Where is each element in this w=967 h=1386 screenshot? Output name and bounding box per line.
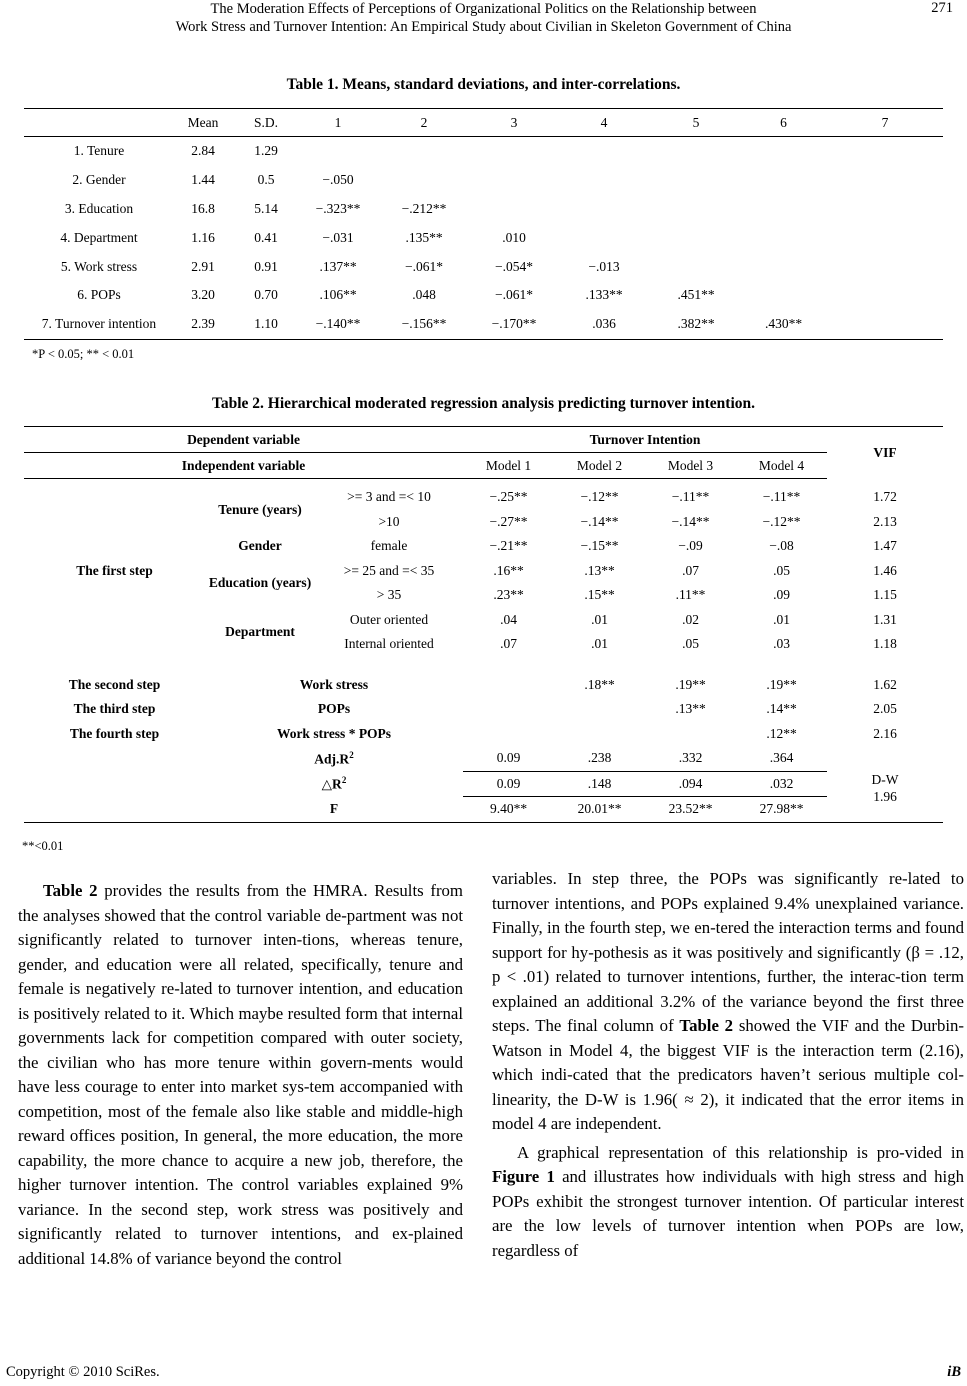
table-row	[24, 771, 943, 797]
table-cell: −.08	[769, 538, 794, 554]
body-column-left	[18, 879, 463, 1271]
model-1-header: Model 1	[463, 453, 554, 479]
step2-label: The second step	[68, 676, 161, 692]
table-cell: 0.5	[257, 172, 275, 188]
step2-variable: Work stress	[299, 676, 369, 692]
table-cell: .364	[736, 746, 827, 771]
table-cell: 0.09	[463, 746, 554, 771]
table-cell: 1.72	[873, 489, 897, 505]
table-row	[24, 281, 943, 310]
table-cell: .16**	[493, 562, 524, 578]
table-cell	[827, 195, 943, 224]
table-cell	[827, 166, 943, 195]
table-cell: .05	[773, 562, 790, 578]
table-cell: −.031	[322, 229, 354, 245]
tenure-label: Tenure (years)	[218, 501, 302, 517]
table-cell: −.12**	[762, 513, 801, 529]
table-cell: .12**	[766, 725, 797, 741]
table-cell: 3.20	[191, 287, 215, 303]
table-cell	[827, 310, 943, 339]
row-label: 5. Work stress	[60, 258, 138, 274]
table1-column-header: 2	[376, 109, 472, 137]
table-cell: 2.05	[873, 701, 897, 717]
table-cell: 0.41	[254, 229, 278, 245]
table2-caption: Table 2. Hierarchical moderated regression analysis predicting turnover intention.	[211, 395, 756, 412]
table-cell: −.323**	[315, 200, 361, 216]
table-cell: .036	[556, 310, 652, 339]
table-cell: 0.09	[463, 771, 554, 797]
table-cell: .094	[645, 771, 736, 797]
dw-value: 1.96	[873, 789, 897, 804]
table-cell: 1.16	[191, 229, 215, 245]
table-cell	[740, 195, 827, 224]
paragraph-text: A graphical representation of this relationship is pro-vided in	[517, 1142, 964, 1162]
table-cell: .01	[773, 611, 790, 627]
table-cell: 1.10	[232, 310, 300, 339]
table-cell: −.11**	[762, 489, 801, 505]
table-cell: .01	[591, 636, 608, 652]
running-title-line-2: Work Stress and Turnover Intention: An Empirical Study about Civilian in Skeleton Government of China	[175, 19, 792, 35]
table-cell: .332	[645, 746, 736, 771]
table-cell: .03	[773, 636, 790, 652]
model-2-header: Model 2	[554, 453, 645, 479]
paragraph	[492, 1141, 964, 1264]
figure-reference: Figure 1	[492, 1167, 555, 1186]
table-cell	[556, 137, 652, 166]
paragraph-text: variables. In step three, the POPs was significantly re-lated to turnover intentions, and POPs explained 9.4% unexplained variance. Finally, in the fourth step, we en-tered the interaction terms and found support for hy-pothesis as it was positively and significantly (β = .12, p < .01) related to turnover intentions, further, the interac-tion term explained an additional 3.2% of the variance beyond the first three steps. The final column of	[492, 869, 964, 1035]
table-cell: −.013	[588, 258, 620, 274]
step1-label: The first step	[76, 562, 153, 578]
table2-note: **<0.01	[22, 839, 64, 853]
step3-variable: POPs	[317, 701, 351, 717]
table1	[24, 108, 943, 340]
table-cell: .382**	[652, 310, 740, 339]
table-cell: .430**	[740, 310, 827, 339]
table-cell: .15**	[584, 587, 615, 603]
table-cell	[827, 223, 943, 252]
table-cell: 2.13	[873, 513, 897, 529]
row-label: 1. Tenure	[73, 143, 125, 159]
table1-column-header: 3	[472, 109, 556, 137]
table-cell: .18**	[584, 676, 615, 692]
table-cell	[472, 137, 556, 166]
delta-r2-label	[205, 771, 463, 797]
table-row	[24, 797, 943, 823]
body-column-right	[492, 867, 964, 1263]
table-cell: −.14**	[671, 513, 710, 529]
table-cell: .09	[773, 587, 790, 603]
table-cell: 1.31	[873, 611, 897, 627]
table-cell: .13**	[584, 562, 615, 578]
table-cell	[556, 223, 652, 252]
table-cell	[645, 722, 736, 747]
table-row	[24, 252, 943, 281]
table-row	[24, 673, 943, 698]
table-cell: .106**	[319, 287, 357, 303]
table-cell: 1.15	[873, 587, 897, 603]
table-cell: 0.91	[254, 258, 278, 274]
row-label: 6. POPs	[77, 287, 121, 303]
table-cell	[463, 697, 554, 722]
table-cell: −.27**	[489, 513, 528, 529]
superscript: 2	[341, 775, 347, 785]
table-cell: 9.40**	[463, 797, 554, 823]
table-row	[24, 746, 943, 771]
table-cell: −.21**	[489, 538, 528, 554]
table-cell: 1.44	[191, 172, 215, 188]
page-footer	[0, 1364, 967, 1386]
table1-corner	[24, 109, 174, 137]
table-cell	[463, 722, 554, 747]
table-cell: −.156**	[376, 310, 472, 339]
table-cell: Internal oriented	[344, 636, 434, 652]
table-cell	[652, 166, 740, 195]
table-cell: >= 25 and =< 35	[343, 562, 435, 578]
table-cell	[740, 166, 827, 195]
table-cell: 2.91	[191, 258, 215, 274]
table-cell: 2.16	[873, 725, 897, 741]
table-cell	[740, 223, 827, 252]
table-cell: 1.18	[873, 636, 897, 652]
table-cell: .137**	[319, 258, 357, 274]
table1-note: *P < 0.05; ** < 0.01	[32, 347, 135, 361]
table-cell: .07	[500, 636, 517, 652]
education-label: Education (years)	[208, 575, 312, 590]
step4-label: The fourth step	[69, 725, 160, 741]
running-title-line-1: The Moderation Effects of Perceptions of Organizational Politics on the Relationship between	[210, 1, 757, 17]
page-header	[0, 0, 967, 44]
table-cell	[472, 166, 556, 195]
paragraph	[18, 879, 463, 1271]
table-cell: 1.62	[873, 676, 897, 692]
table-cell: −.061*	[405, 258, 443, 274]
table-cell: −.170**	[472, 310, 556, 339]
table-cell: −.09	[678, 538, 703, 554]
table-cell: >= 3 and =< 10	[347, 489, 431, 505]
table-cell: .23**	[493, 587, 524, 603]
table-cell: 2.39	[174, 310, 232, 339]
table-cell: .048	[412, 287, 436, 303]
table-cell: .238	[554, 746, 645, 771]
table-cell: .14**	[766, 701, 797, 717]
table-row	[24, 485, 943, 510]
delta-r2-text: △R	[321, 776, 342, 792]
table-cell: >10	[378, 513, 400, 529]
department-label: Department	[225, 624, 295, 639]
journal-mark: iB	[947, 1364, 961, 1380]
table-cell: 0.70	[254, 287, 278, 303]
f-label: F	[205, 797, 463, 823]
table-cell: .11**	[675, 587, 706, 603]
table-cell	[740, 252, 827, 281]
paragraph	[492, 867, 964, 1137]
table-cell: > 35	[376, 587, 402, 603]
table-cell: .13**	[675, 701, 706, 717]
table-cell: −.11**	[671, 489, 710, 505]
table-cell: Outer oriented	[349, 611, 429, 627]
table-row	[24, 195, 943, 224]
table-cell: −.140**	[300, 310, 376, 339]
table-cell: .01	[591, 611, 608, 627]
table-cell	[554, 722, 645, 747]
table-cell	[463, 673, 554, 698]
paragraph-text: showed the VIF and the Durbin-Watson in Model 4, the biggest VIF is the interaction term (2.16), which indi-cated that the predicators haven’t serious multiple col-linearity, the D-W is 1.96( ≈ 2), it indicated that the error items in model 4 are independent.	[492, 1016, 964, 1133]
step3-label: The third step	[73, 701, 156, 717]
table-cell: 20.01**	[554, 797, 645, 823]
table-cell: −.061*	[495, 287, 533, 303]
page-number: 271	[931, 0, 953, 16]
table-cell	[652, 223, 740, 252]
gender-label: Gender	[238, 538, 282, 554]
table-cell	[472, 195, 556, 224]
table-cell: .032	[736, 771, 827, 797]
table-row	[24, 310, 943, 339]
dependent-variable-value: Turnover Intention	[463, 427, 827, 453]
adj-r2-text: Adj.R	[314, 751, 350, 767]
table-cell: female	[370, 538, 408, 554]
table-cell: 1.46	[873, 562, 897, 578]
table-cell: 16.8	[191, 200, 215, 216]
table-row	[24, 137, 943, 166]
table-cell	[827, 137, 943, 166]
dependent-variable-label: Dependent variable	[24, 427, 463, 453]
table1-column-header: Mean	[174, 109, 232, 137]
model-4-header: Model 4	[736, 453, 827, 479]
table-cell	[652, 195, 740, 224]
table-row	[24, 697, 943, 722]
table-cell	[652, 252, 740, 281]
table-cell	[652, 137, 740, 166]
table-cell	[556, 195, 652, 224]
table-row	[24, 166, 943, 195]
model-3-header: Model 3	[645, 453, 736, 479]
table-row	[24, 722, 943, 747]
table-cell	[376, 166, 472, 195]
table-reference: Table 2	[679, 1016, 734, 1035]
table-row	[24, 223, 943, 252]
table1-caption: Table 1. Means, standard deviations, and inter-correlations.	[286, 76, 681, 93]
row-label: 4. Department	[60, 229, 138, 245]
dw-label: D-W	[871, 772, 899, 787]
table-cell	[556, 166, 652, 195]
table-cell: .135**	[405, 229, 443, 245]
copyright-text: Copyright © 2010 SciRes.	[6, 1364, 160, 1380]
table-cell: .451**	[677, 287, 715, 303]
vif-header: VIF	[827, 427, 943, 479]
table-cell: −.212**	[401, 200, 447, 216]
table-cell: 1.47	[873, 538, 897, 554]
table1-column-header: 4	[556, 109, 652, 137]
table1-column-header: 6	[740, 109, 827, 137]
table1-column-header: 5	[652, 109, 740, 137]
table-cell: .19**	[675, 676, 706, 692]
table-cell: .05	[682, 636, 699, 652]
table-cell	[827, 281, 943, 310]
superscript: 2	[349, 749, 354, 760]
adj-r2-label	[205, 746, 463, 771]
table-cell: .19**	[766, 676, 797, 692]
table-cell: −.25**	[489, 489, 528, 505]
table-cell	[827, 252, 943, 281]
table-cell	[740, 281, 827, 310]
table-cell: 2.84	[191, 143, 215, 159]
paragraph-text: provides the results from the HMRA. Results from the analyses showed that the control variable de-partment was not significantly related to turnover inten-tions, whereas tenure, gender, and education were all related, specifically, tenure and female is negatively re-lated to turnover intention, and education is positively related to it. Which maybe resulted form that internal governments lack for competition compared with outer society, the civilian who has more tenure within govern-ments would have less courage to enter into market sys-tem accompanied with competition, most of the female also like stable and middle-high reward offices position, In general, the more education, the more capability, the more chance to acquire a new job, therefore, the higher turnover intention. The control variables explained 9% variance. In the second step, work stress was positively and significantly related to turnover intentions, and ex-plained additional 14.8% of variance beyond the control	[18, 881, 463, 1268]
table-cell: −.14**	[580, 513, 619, 529]
table-cell: −.054*	[495, 258, 533, 274]
table-cell: .148	[554, 771, 645, 797]
table1-column-header: 7	[827, 109, 943, 137]
table-reference: Table 2	[43, 881, 98, 900]
table-cell: .07	[682, 562, 699, 578]
table-cell: 5.14	[254, 200, 278, 216]
table-cell: −.15**	[580, 538, 619, 554]
table-cell: .04	[500, 611, 517, 627]
dw-cell	[827, 771, 943, 822]
row-label: 2. Gender	[72, 172, 126, 188]
table-cell: −.12**	[580, 489, 619, 505]
table2	[24, 426, 943, 823]
table-cell: 27.98**	[736, 797, 827, 823]
table-cell: .133**	[585, 287, 623, 303]
paragraph-text: and illustrates how individuals with high stress and high POPs exhibit the strongest turnover intention. Of particular interest are the low levels of turnover intention when POPs are low, regardless of	[492, 1167, 964, 1260]
table-cell	[376, 137, 472, 166]
table-cell	[740, 137, 827, 166]
step4-variable: Work stress * POPs	[276, 725, 392, 741]
row-label: 3. Education	[64, 200, 134, 216]
table-cell: −.050	[322, 172, 354, 188]
table-cell: 23.52**	[645, 797, 736, 823]
table-cell	[300, 137, 376, 166]
table1-column-header: S.D.	[232, 109, 300, 137]
table-cell: .02	[682, 611, 699, 627]
table1-column-header: 1	[300, 109, 376, 137]
table-cell: .010	[502, 229, 526, 245]
independent-variable-label: Independent variable	[24, 453, 463, 479]
table-cell	[554, 697, 645, 722]
table-cell: 1.29	[254, 143, 278, 159]
row-label: 7. Turnover intention	[24, 310, 174, 339]
